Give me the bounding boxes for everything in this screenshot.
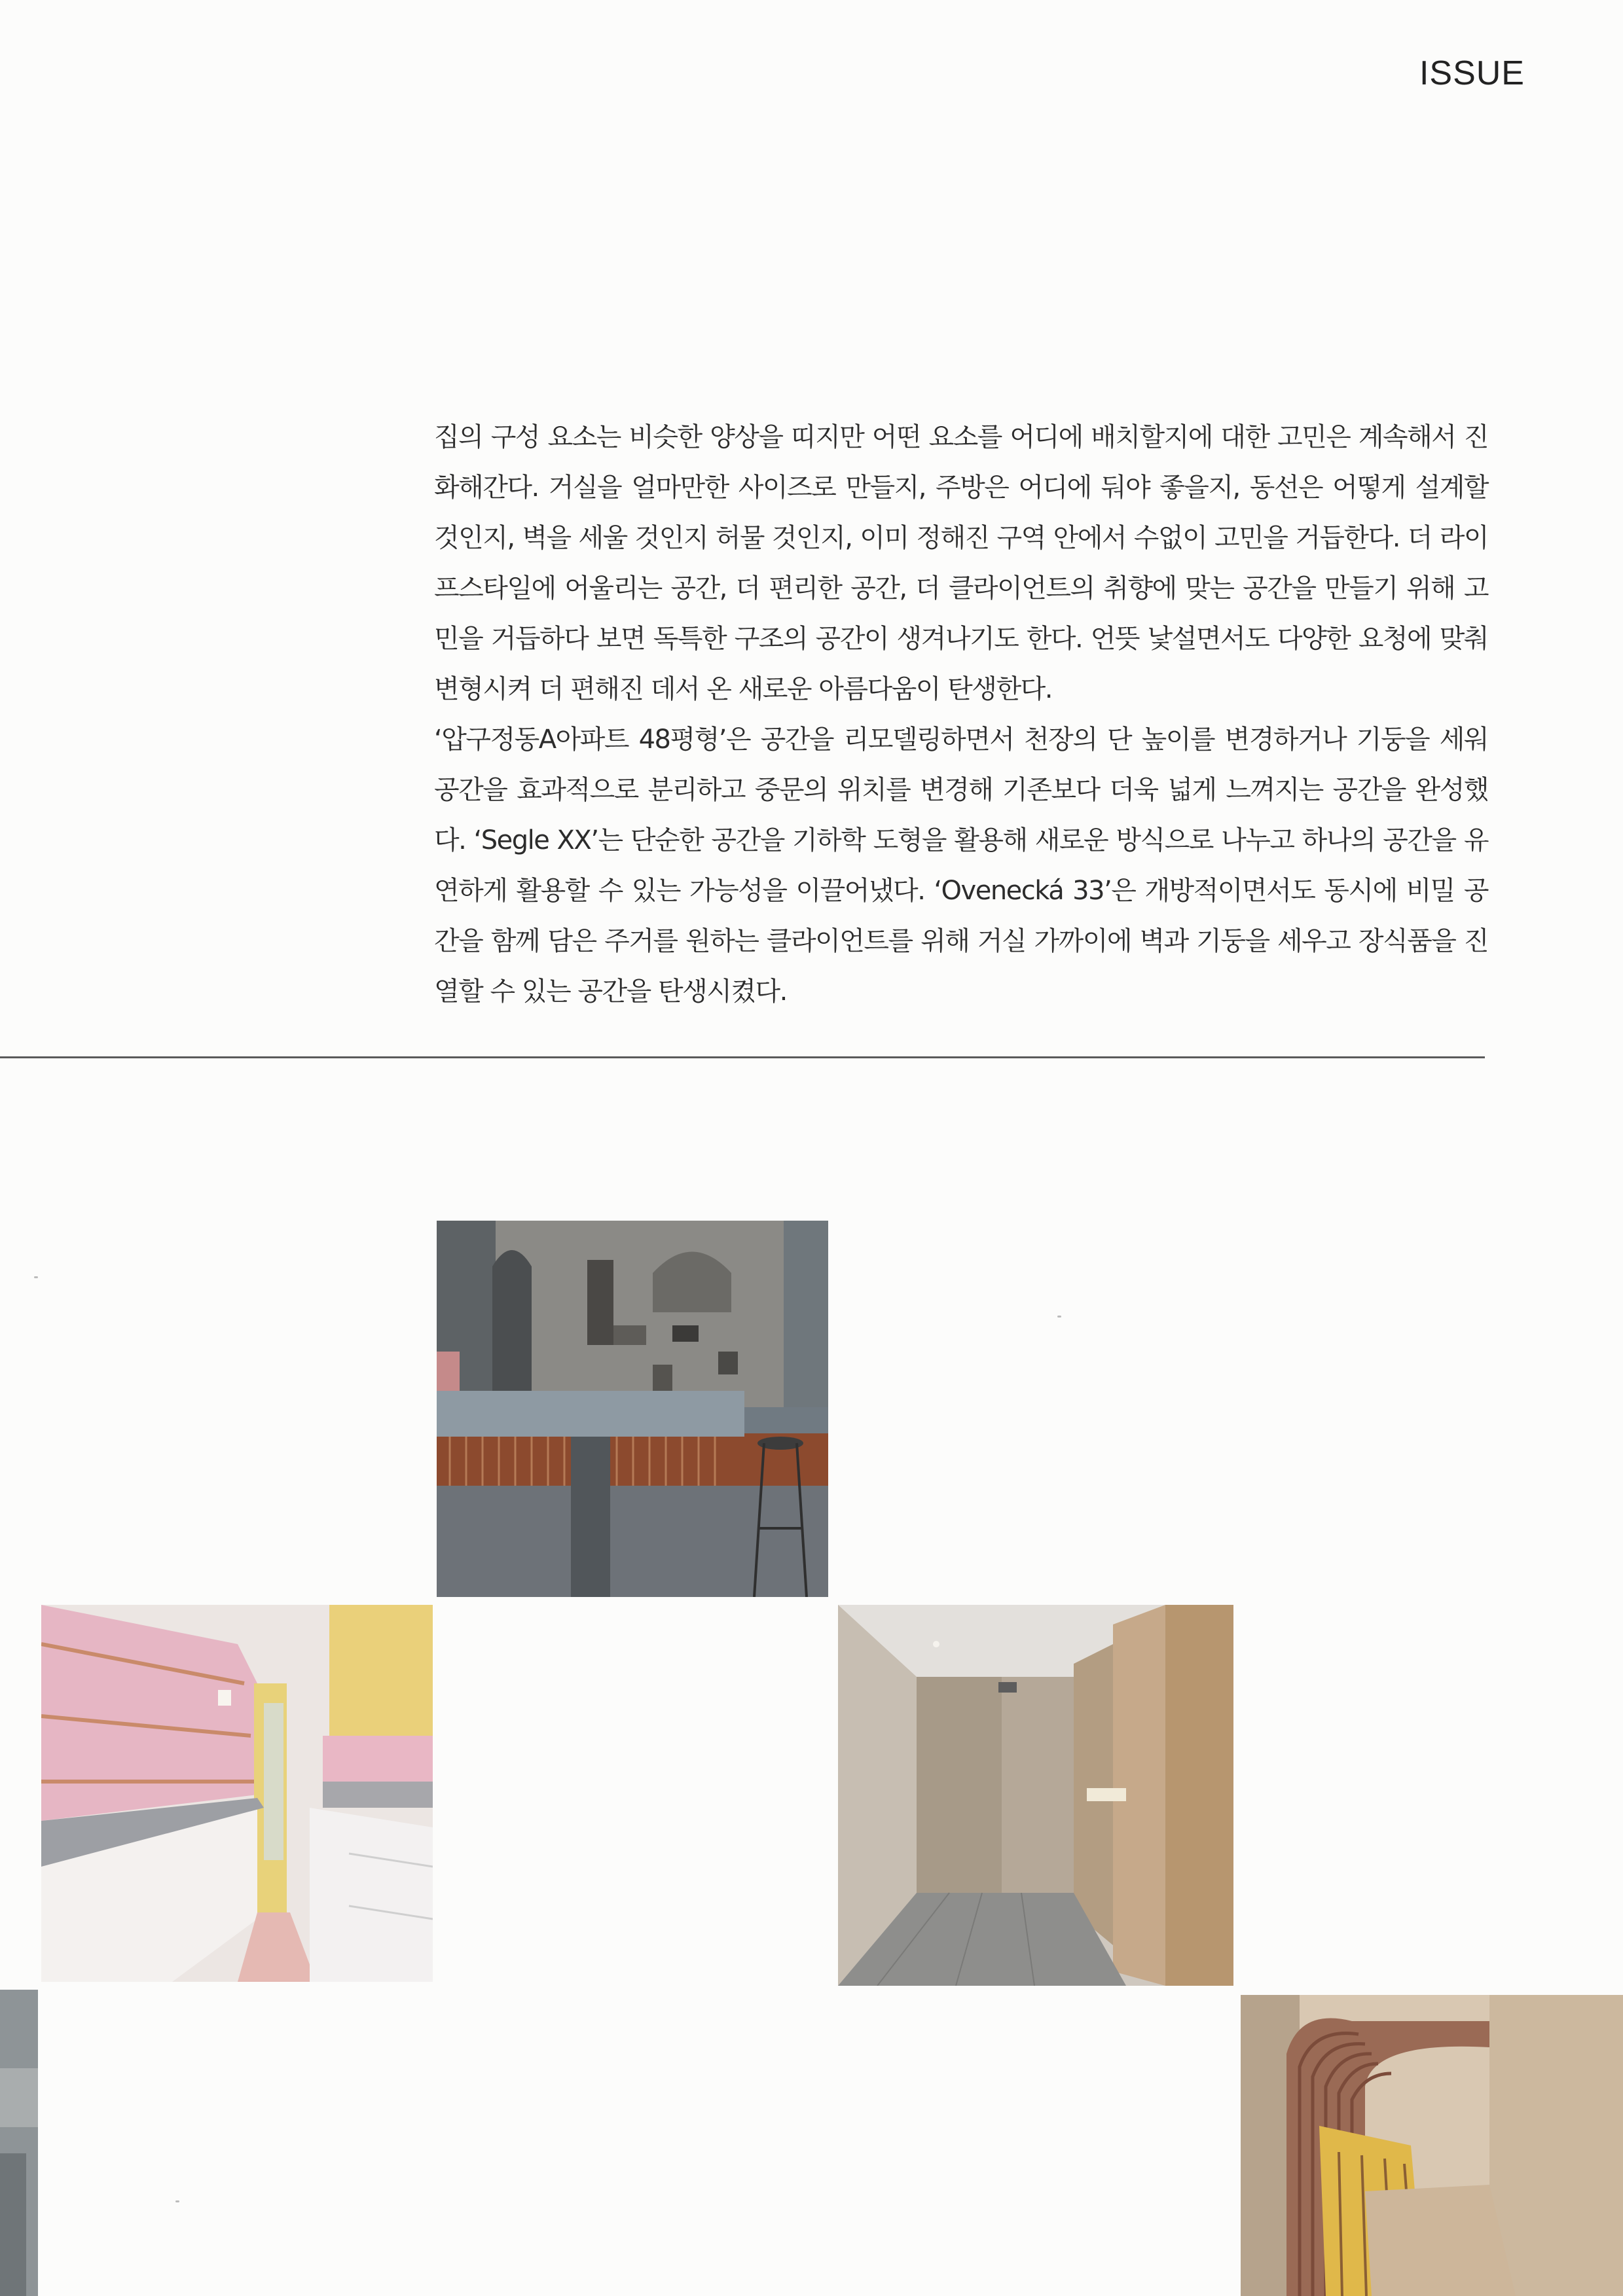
interior-photo-icon xyxy=(838,1605,1233,1986)
interior-photo-icon xyxy=(437,1221,828,1597)
section-divider xyxy=(0,1056,1485,1058)
interior-photo-icon xyxy=(41,1605,433,1982)
photo-curved-chair xyxy=(1241,1995,1623,2296)
interior-photo-icon xyxy=(0,1990,38,2296)
scan-speck xyxy=(1057,1316,1061,1318)
article-paragraph-2: ‘압구정동A아파트 48평형’은 공간을 리모델링하면서 천장의 단 높이를 변경하거나 기둥을 세워 공간을 효과적으로 분리하고 중문의 위치를 변경해 기존보다 더욱 넓게 느껴지는 공간을 완성했다. ‘Segle XX’는 단순한 공간을 기하학 도형을 활용해 새로운 방식으로 나누고 하나의 공간을 유연하게 활용할 수 있는 가능성을 이끌어냈다. ‘Ovenecká 33’은 개방적이면서도 동시에 비밀 공간을 함께 담은 주거를 원하는 클라이언트를 위해 거실 가까이에 벽과 기둥을 세우고 장식품을 진열할 수 있는 공간을 탄생시켰다. xyxy=(434,725,1488,1007)
article-paragraph-1: 집의 구성 요소는 비슷한 양상을 띠지만 어떤 요소를 어디에 배치할지에 대한 고민은 계속해서 진화해간다. 거실을 얼마만한 사이즈로 만들지, 주방은 어디에 둬야 좋을지, 동선은 어떻게 설계할 것인지, 벽을 세울 것인지 허물 것인지, 이미 정해진 구역 안에서 수없이 고민을 거듭한다. 더 라이프스타일에 어울리는 공간, 더 편리한 공간, 더 클라이언트의 취향에 맞는 공간을 만들기 위해 고민을 거듭하다 보면 독특한 구조의 공간이 생겨나기도 한다. 언뜻 낯설면서도 다양한 요청에 맞춰 변형시켜 더 편해진 데서 온 새로운 아름다움이 탄생한다. xyxy=(434,422,1488,704)
scan-speck xyxy=(34,1276,38,1278)
photo-cropped-wall xyxy=(0,1990,38,2296)
section-label: ISSUE xyxy=(1419,54,1525,92)
photo-grey-room xyxy=(437,1221,828,1597)
article-body xyxy=(434,412,1488,1017)
photo-pink-kitchen xyxy=(41,1605,433,1982)
interior-photo-icon xyxy=(1241,1995,1623,2296)
photo-wood-hallway xyxy=(838,1605,1233,1986)
scan-speck xyxy=(175,2200,179,2202)
